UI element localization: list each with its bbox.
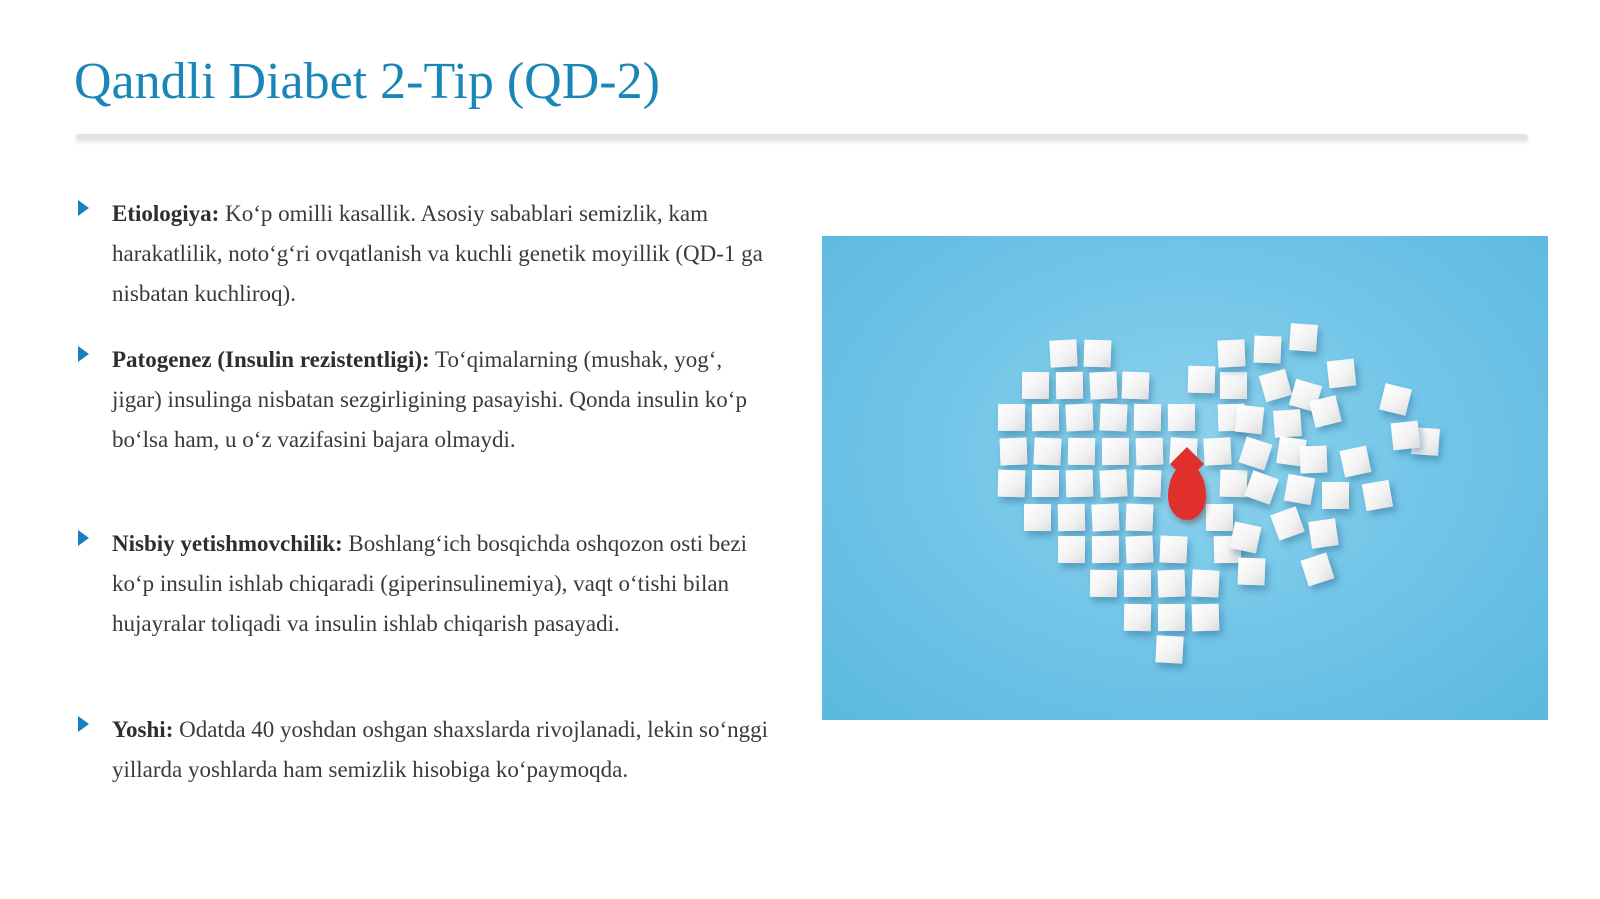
sugar-cube (1391, 421, 1421, 451)
sugar-cube (1134, 404, 1161, 431)
sugar-cube (1099, 469, 1127, 497)
sugar-cube (1056, 372, 1084, 400)
sugar-cube (1022, 372, 1049, 399)
sugar-cube (1308, 518, 1338, 548)
sugar-cube (1362, 480, 1393, 511)
sugar-cube (1206, 504, 1233, 531)
bullet-body: Ko‘p omilli kasallik. Asosiy sabablari semizlik, kam harakatlilik, noto‘g‘ri ovqatlanish va kuchli genetik moyillik (QD-1 ga nisbatan kuchliroq). (112, 201, 763, 306)
bullet-item-patogenez (74, 340, 774, 460)
bullet-label: Yoshi: (112, 717, 174, 742)
sugar-cube (1235, 405, 1265, 435)
sugar-cube (1229, 521, 1261, 553)
sugar-cube (1284, 474, 1315, 505)
sugar-cube (1322, 482, 1349, 509)
sugar-cube (1168, 404, 1195, 431)
sugar-cube (1091, 503, 1119, 531)
sugar-cube (1049, 339, 1077, 367)
sugar-cube (998, 470, 1026, 498)
sugar-cube (1089, 371, 1117, 399)
bullet-text (112, 340, 774, 460)
sugar-cube (1122, 372, 1150, 400)
sugar-cube (1244, 470, 1279, 505)
triangle-bullet-icon (78, 346, 89, 362)
sugar-cube (1024, 504, 1051, 531)
sugar-cube (998, 404, 1025, 431)
bullet-text (112, 194, 774, 314)
title-divider (76, 134, 1528, 140)
bullet-item-nisbiy-yetishmovchilik (74, 524, 774, 644)
sugar-cube (1066, 470, 1094, 498)
sugar-cube (1159, 535, 1187, 563)
sugar-cube (1068, 438, 1096, 466)
sugar-cube (1058, 536, 1085, 563)
sugar-cube-heart-image (822, 236, 1548, 720)
bullet-label: Nisbiy yetishmovchilik: (112, 531, 343, 556)
bullet-item-etiologiya (74, 194, 774, 314)
sugar-cube (1032, 404, 1059, 431)
sugar-cube (1339, 445, 1371, 477)
sugar-cube (1124, 570, 1151, 597)
bullet-body: To‘qimalarning (mushak, yog‘, jigar) insulinga nisbatan sezgirligining pasayishi. Qonda insulin ko‘p bo‘lsa ham, u o‘z vazifasini bajara olmaydi. (112, 347, 747, 452)
sugar-cube (1125, 535, 1153, 563)
sugar-cube (1134, 470, 1162, 498)
sugar-cube (1289, 323, 1318, 352)
sugar-cube (1092, 536, 1119, 563)
sugar-cube (1136, 438, 1164, 466)
sugar-cube (1058, 504, 1086, 532)
sugar-cube (1220, 470, 1248, 498)
bullet-item-yoshi (74, 710, 774, 790)
sugar-cube (1192, 604, 1220, 632)
sugar-cube (1191, 569, 1219, 597)
bullet-label: Etiologiya: (112, 201, 220, 226)
sugar-cube (1102, 438, 1129, 465)
sugar-cube (1300, 446, 1328, 474)
sugar-cube (1238, 436, 1272, 470)
sugar-cube (1065, 403, 1093, 431)
sugar-cube (1188, 366, 1216, 394)
sugar-cube (1300, 552, 1334, 586)
sugar-cube (1217, 339, 1245, 367)
sugar-cube (1254, 336, 1282, 364)
sugar-cube (1032, 470, 1059, 497)
slide-title: Qandli Diabet 2-Tip (QD-2) (74, 53, 660, 110)
sugar-cube (1238, 558, 1266, 586)
triangle-bullet-icon (78, 716, 89, 732)
sugar-cube (1090, 570, 1117, 597)
sugar-cube (1220, 372, 1247, 399)
bullet-label: Patogenez (Insulin rezistentligi): (112, 347, 430, 372)
bullet-text (112, 710, 774, 790)
bullet-body: Boshlang‘ich bosqichda oshqozon osti bezi ko‘p insulin ishlab chiqaradi (giperinsulinemiya), vaqt o‘tishi bilan hujayralar toliqadi va insulin ishlab chiqarish pasayadi. (112, 531, 748, 636)
sugar-cube (1203, 437, 1231, 465)
sugar-cube (1327, 359, 1357, 389)
blood-drop-icon (1168, 464, 1206, 520)
sugar-cube (1270, 506, 1305, 541)
sugar-cube (1155, 635, 1183, 663)
sugar-cube (1379, 383, 1412, 416)
sugar-cube (1158, 604, 1185, 631)
sugar-cube (1126, 504, 1154, 532)
sugar-cube (1273, 409, 1302, 438)
sugar-cube (1084, 340, 1112, 368)
sugar-cube (1124, 604, 1152, 632)
sugar-cube (1000, 438, 1028, 466)
bullet-body: Odatda 40 yoshdan oshgan shaxslarda rivojlanadi, lekin so‘nggi yillarda yoshlarda ham semizlik hisobiga ko‘paymoqda. (112, 717, 769, 782)
triangle-bullet-icon (78, 530, 89, 546)
sugar-cube (1158, 570, 1186, 598)
sugar-cube (1099, 403, 1127, 431)
triangle-bullet-icon (78, 200, 89, 216)
sugar-cube (1259, 369, 1292, 402)
sugar-cube (1033, 437, 1061, 465)
bullet-text (112, 524, 774, 644)
sugar-cube (1309, 395, 1342, 428)
